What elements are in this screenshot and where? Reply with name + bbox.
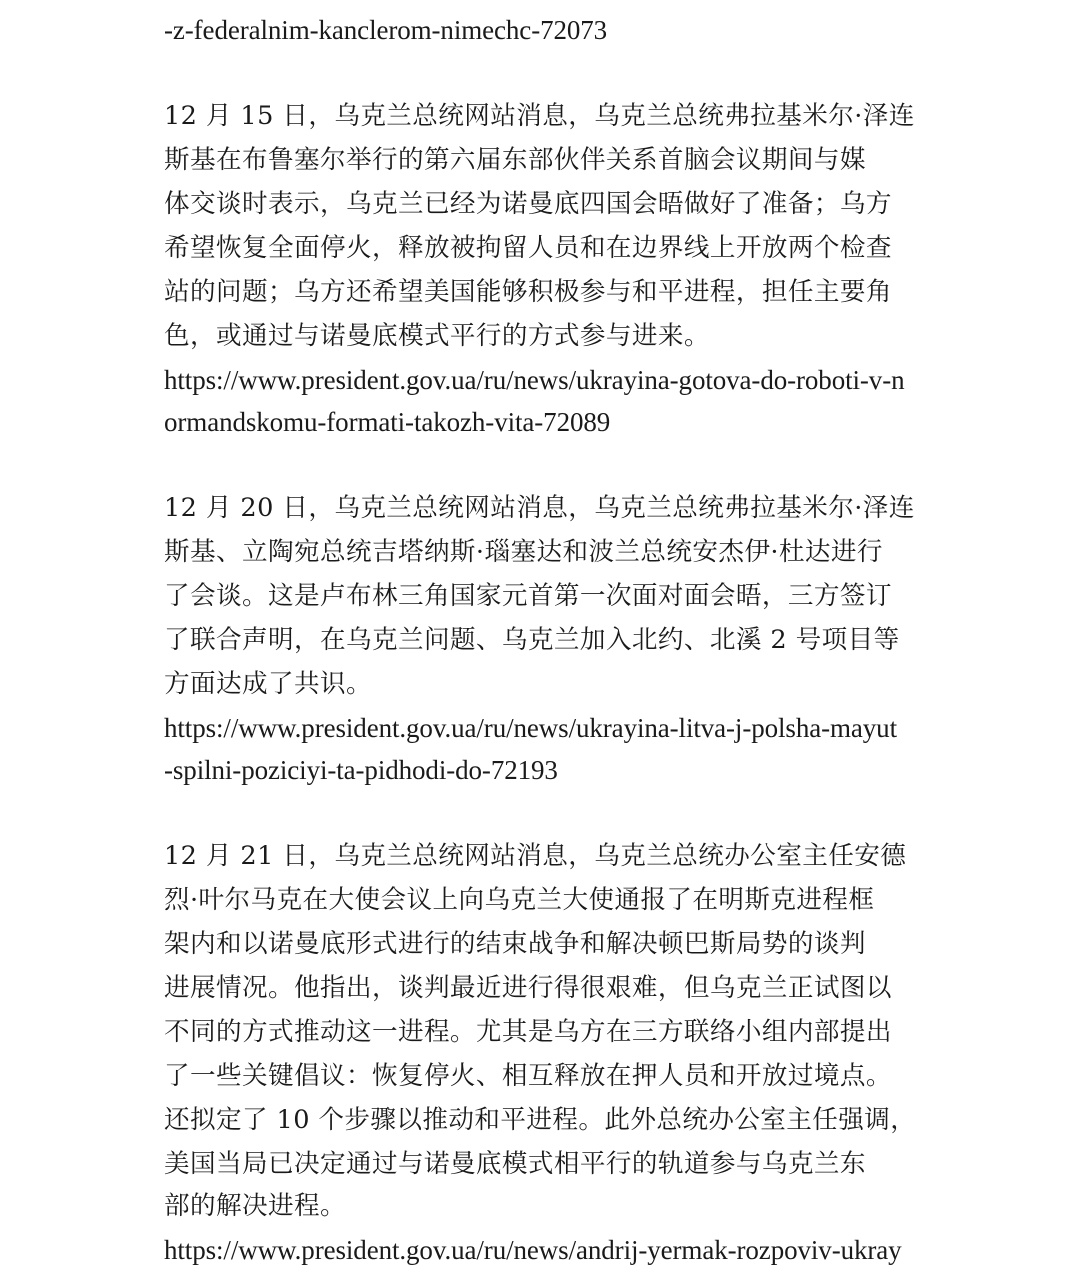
entry-text-line: 希望恢复全面停火，释放被拘留人员和在边界线上开放两个检查 — [164, 233, 892, 263]
entry-text-line: 12 月 20 日，乌克兰总统网站消息，乌克兰总统弗拉基米尔·泽连 — [164, 493, 915, 523]
entry-text-line: 进展情况。他指出，谈判最近进行得很艰难，但乌克兰正试图以 — [164, 973, 892, 1003]
entry-text-line: 了联合声明，在乌克兰问题、乌克兰加入北约、北溪 2 号项目等 — [164, 625, 900, 655]
source-url-line[interactable]: ormandskomu-formati-takozh-vita-72089 — [164, 407, 611, 437]
entry-text-line: 12 月 21 日，乌克兰总统网站消息，乌克兰总统办公室主任安德 — [164, 841, 907, 871]
entry-text-line: 色，或通过与诺曼底模式平行的方式参与进来。 — [164, 321, 710, 351]
entry-text-line: 12 月 15 日，乌克兰总统网站消息，乌克兰总统弗拉基米尔·泽连 — [164, 101, 915, 131]
entry-text-line: 方面达成了共识。 — [164, 669, 372, 699]
entry-text-line: 了一些关键倡议：恢复停火、相互释放在押人员和开放过境点。 — [164, 1061, 892, 1091]
entry-text-line: 烈·叶尔马克在大使会议上向乌克兰大使通报了在明斯克进程框 — [164, 885, 875, 915]
source-url-line[interactable]: -spilni-poziciyi-ta-pidhodi-do-72193 — [164, 755, 558, 785]
source-url-line[interactable]: https://www.president.gov.ua/ru/news/ukrayina-litva-j-polsha-mayut — [164, 713, 897, 743]
entry-text-line: 了会谈。这是卢布林三角国家元首第一次面对面会晤，三方签订 — [164, 581, 892, 611]
entry-text-line: 不同的方式推动这一进程。尤其是乌方在三方联络小组内部提出 — [164, 1017, 892, 1047]
entry-text-line: 斯基、立陶宛总统吉塔纳斯·瑙塞达和波兰总统安杰伊·杜达进行 — [164, 537, 883, 567]
entry-text-line: 斯基在布鲁塞尔举行的第六届东部伙伴关系首脑会议期间与媒 — [164, 145, 866, 175]
entry-text-line: 还拟定了 10 个步骤以推动和平进程。此外总统办公室主任强调， — [164, 1105, 917, 1135]
entry-text-line: 美国当局已决定通过与诺曼底模式相平行的轨道参与乌克兰东 — [164, 1149, 866, 1179]
entry-text-line: 体交谈时表示，乌克兰已经为诺曼底四国会晤做好了准备；乌方 — [164, 189, 892, 219]
source-url-line[interactable]: https://www.president.gov.ua/ru/news/andrij-yermak-rozpoviv-ukray — [164, 1235, 902, 1265]
entry-text-line: 架内和以诺曼底形式进行的结束战争和解决顿巴斯局势的谈判 — [164, 929, 866, 959]
source-url-line[interactable]: https://www.president.gov.ua/ru/news/ukrayina-gotova-do-roboti-v-n — [164, 365, 905, 395]
entry-text-line: 部的解决进程。 — [164, 1191, 346, 1221]
entry-text-line: 站的问题；乌方还希望美国能够积极参与和平进程，担任主要角 — [164, 277, 892, 307]
source-url-line[interactable]: -z-federalnim-kanclerom-nimechc-72073 — [164, 15, 608, 45]
